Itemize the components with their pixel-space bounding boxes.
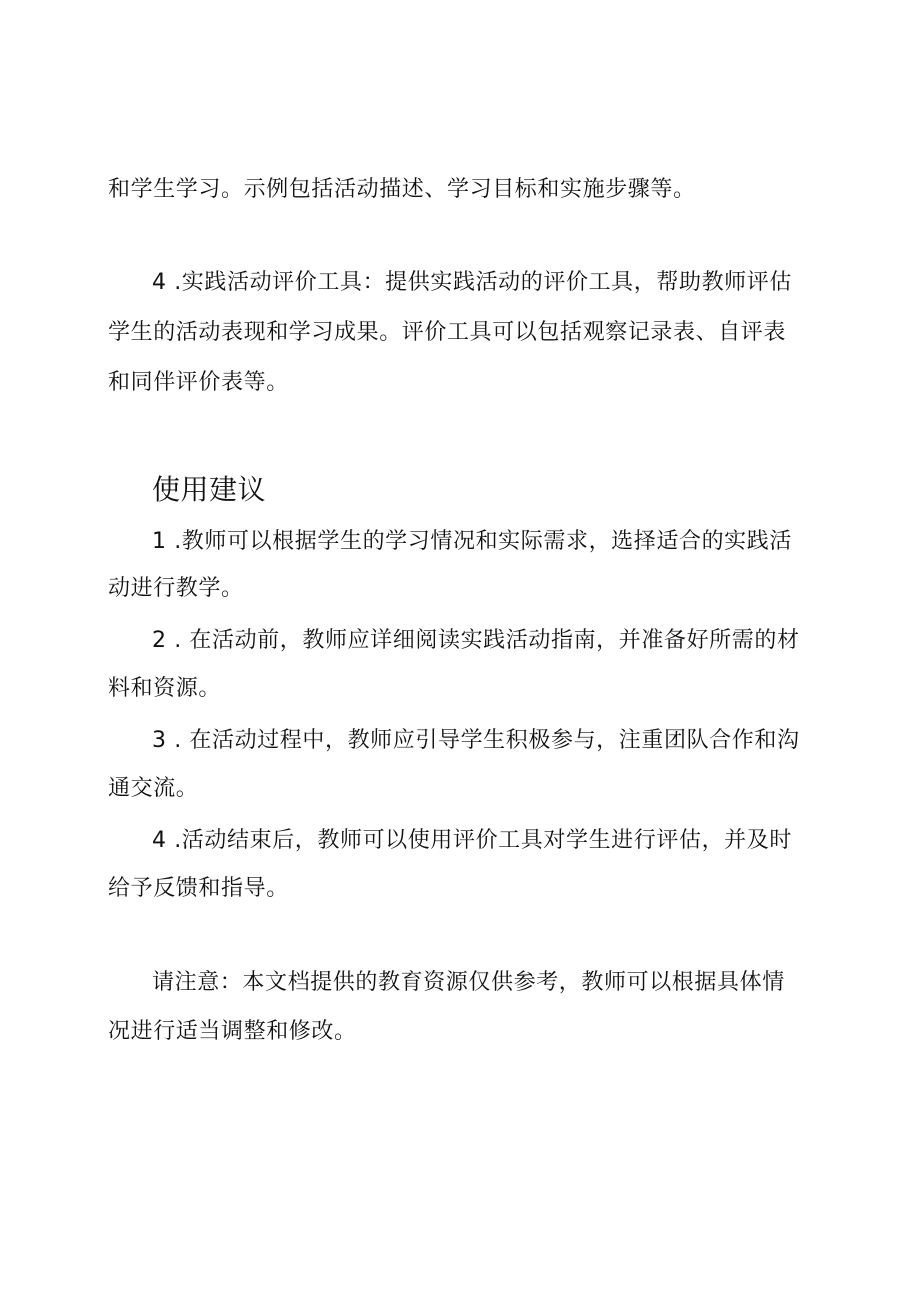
suggestion-1-line-2: 动进行教学。 — [108, 576, 244, 601]
suggestion-4-line-1: 4 .活动结束后，教师可以使用评价工具对学生进行评估，并及时 — [152, 828, 792, 853]
paragraph-continuation: 和学生学习。示例包括活动描述、学习目标和实施步骤等。 — [108, 177, 696, 202]
paragraph-item-4-line-2: 学生的活动表现和学习成果。评价工具可以包括观察记录表、自评表 — [108, 320, 787, 345]
paragraph-item-4-line-3: 和同伴评价表等。 — [108, 370, 289, 395]
suggestion-2-line-1: 2 . 在活动前，教师应详细阅读实践活动指南，并准备好所需的材 — [152, 628, 800, 653]
note-line-2: 况进行适当调整和修改。 — [108, 1019, 357, 1044]
suggestion-1-line-1: 1 .教师可以根据学生的学习情况和实际需求，选择适合的实践活 — [152, 529, 792, 554]
suggestion-3-line-2: 通交流。 — [108, 776, 199, 801]
suggestion-3-line-1: 3 . 在活动过程中，教师应引导学生积极参与，注重团队合作和沟 — [152, 728, 800, 753]
section-heading: 使用建议 — [152, 473, 267, 506]
note-line-1: 请注意：本文档提供的教育资源仅供参考，教师可以根据具体情 — [152, 970, 785, 995]
suggestion-2-line-2: 料和资源。 — [108, 676, 222, 701]
suggestion-4-line-2: 给予反馈和指导。 — [108, 876, 289, 901]
paragraph-item-4-line-1: 4 .实践活动评价工具：提供实践活动的评价工具，帮助教师评估 — [152, 270, 792, 295]
